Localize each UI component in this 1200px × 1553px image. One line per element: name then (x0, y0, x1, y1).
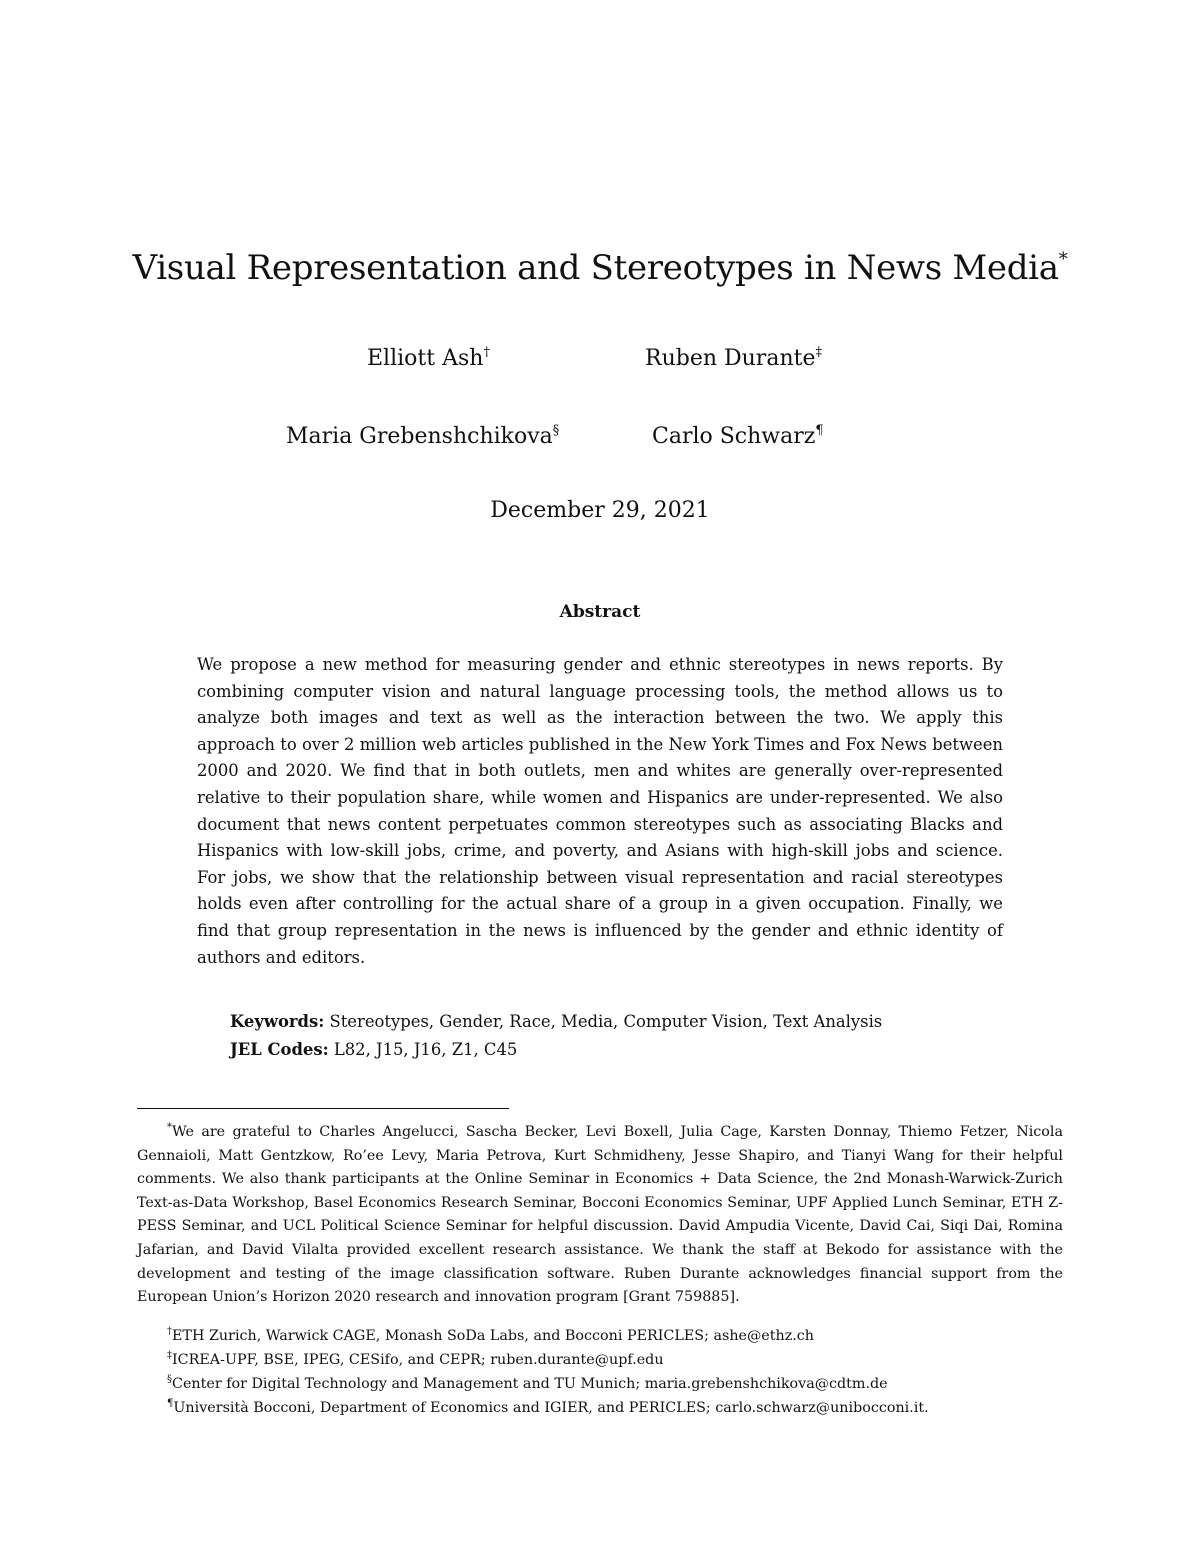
keywords-value: Stereotypes, Gender, Race, Media, Computer Vision, Text Analysis (329, 1012, 883, 1031)
author-4 (652, 423, 824, 449)
title-footnote-mark: * (1058, 249, 1068, 270)
footnote-affiliation-4 (167, 1398, 929, 1416)
paper-title: Visual Representation and Stereotypes in News Media* (132, 248, 1068, 288)
footnote-text: ICREA-UPF, BSE, IPEG, CESifo, and CEPR; ruben.durante@upf.edu (172, 1352, 664, 1368)
footnote-mark: ‡ (167, 1350, 172, 1361)
author-mark: † (483, 345, 490, 360)
author-name: Elliott Ash (367, 346, 484, 371)
author-mark: ¶ (815, 423, 824, 438)
jel-label: JEL Codes: (230, 1040, 329, 1059)
footnote-affiliation-2 (167, 1350, 664, 1368)
footnote-affiliation-3 (167, 1374, 888, 1392)
footnote-affiliation-1 (167, 1326, 814, 1344)
author-name: Carlo Schwarz (652, 424, 816, 449)
footnote-text: Center for Digital Technology and Management and TU Munich; maria.grebenshchikova@cdtm.de (172, 1376, 888, 1392)
keywords-label: Keywords: (230, 1012, 325, 1031)
author-2 (645, 345, 822, 371)
abstract-text: We propose a new method for measuring gender and ethnic stereotypes in news reports. By combining computer vision and natural language processing tools, the method allows us to analyze both images and text as well as the interaction between the two. We apply this approach to over 2 million web articles published in the New York Times and Fox News between 2000 and 2020. We find that in both outlets, men and whites are generally over-represented relative to their population share, while women and Hispanics are under-represented. We also document that news content perpetuates common stereotypes such as associating Blacks and Hispanics with low-skill jobs, crime, and poverty, and Asians with high-skill jobs and science. For jobs, we show that the relationship between visual representation and racial stereotypes holds even after controlling for the actual share of a group in a given occupation. Finally, we find that group representation in the news is influenced by the gender and ethnic identity of authors and editors. (197, 655, 1003, 967)
author-name: Maria Grebenshchikova (286, 424, 553, 449)
footnote-rule (137, 1108, 509, 1109)
footnote-text: We are grateful to Charles Angelucci, Sascha Becker, Levi Boxell, Julia Cage, Karsten Donnay, Thiemo Fetzer, Nicola Gennaioli, Matt Gentzkow, Ro’ee Levy, Maria Petrova, Kurt Schmidheny, Jesse Shapiro, and Tianyi Wang for their helpful comments. We also thank participants at the Online Seminar in Economics + Data Science, the 2nd Monash-Warwick-Zurich Text-as-Data Workshop, Basel Economics Research Seminar, Bocconi Economics Seminar, UPF Applied Lunch Seminar, ETH Z-PESS Seminar, and UCL Political Science Seminar for helpful discussion. David Ampudia Vicente, David Cai, Siqi Dai, Romina Jafarian, and David Vilalta provided excellent research assistance. We thank the staff at Bekodo for assistance with the development and testing of the image classification software. Ruben Durante acknowledges financial support from the European Union’s Horizon 2020 research and innovation program [Grant 759885]. (137, 1124, 1063, 1306)
footnote-text: Università Bocconi, Department of Economics and IGIER, and PERICLES; carlo.schwarz@unibocconi.it. (173, 1400, 929, 1416)
footnote-acknowledgements (137, 1116, 1063, 1310)
footnote-mark: ¶ (167, 1398, 174, 1409)
jel-value: L82, J15, J16, Z1, C45 (333, 1040, 518, 1059)
footnote-mark: § (167, 1374, 172, 1385)
keywords-line (230, 1012, 882, 1031)
paper-date: December 29, 2021 (490, 498, 710, 523)
author-3 (286, 423, 559, 449)
author-name: Ruben Durante (645, 346, 816, 371)
abstract-heading: Abstract (559, 602, 641, 622)
footnote-mark: † (167, 1326, 172, 1337)
author-1 (367, 345, 490, 371)
footnote-mark: * (167, 1122, 172, 1133)
author-mark: ‡ (815, 345, 822, 360)
author-mark: § (552, 423, 560, 438)
footnote-text: ETH Zurich, Warwick CAGE, Monash SoDa Labs, and Bocconi PERICLES; ashe@ethz.ch (172, 1328, 814, 1344)
jel-line (230, 1040, 517, 1059)
